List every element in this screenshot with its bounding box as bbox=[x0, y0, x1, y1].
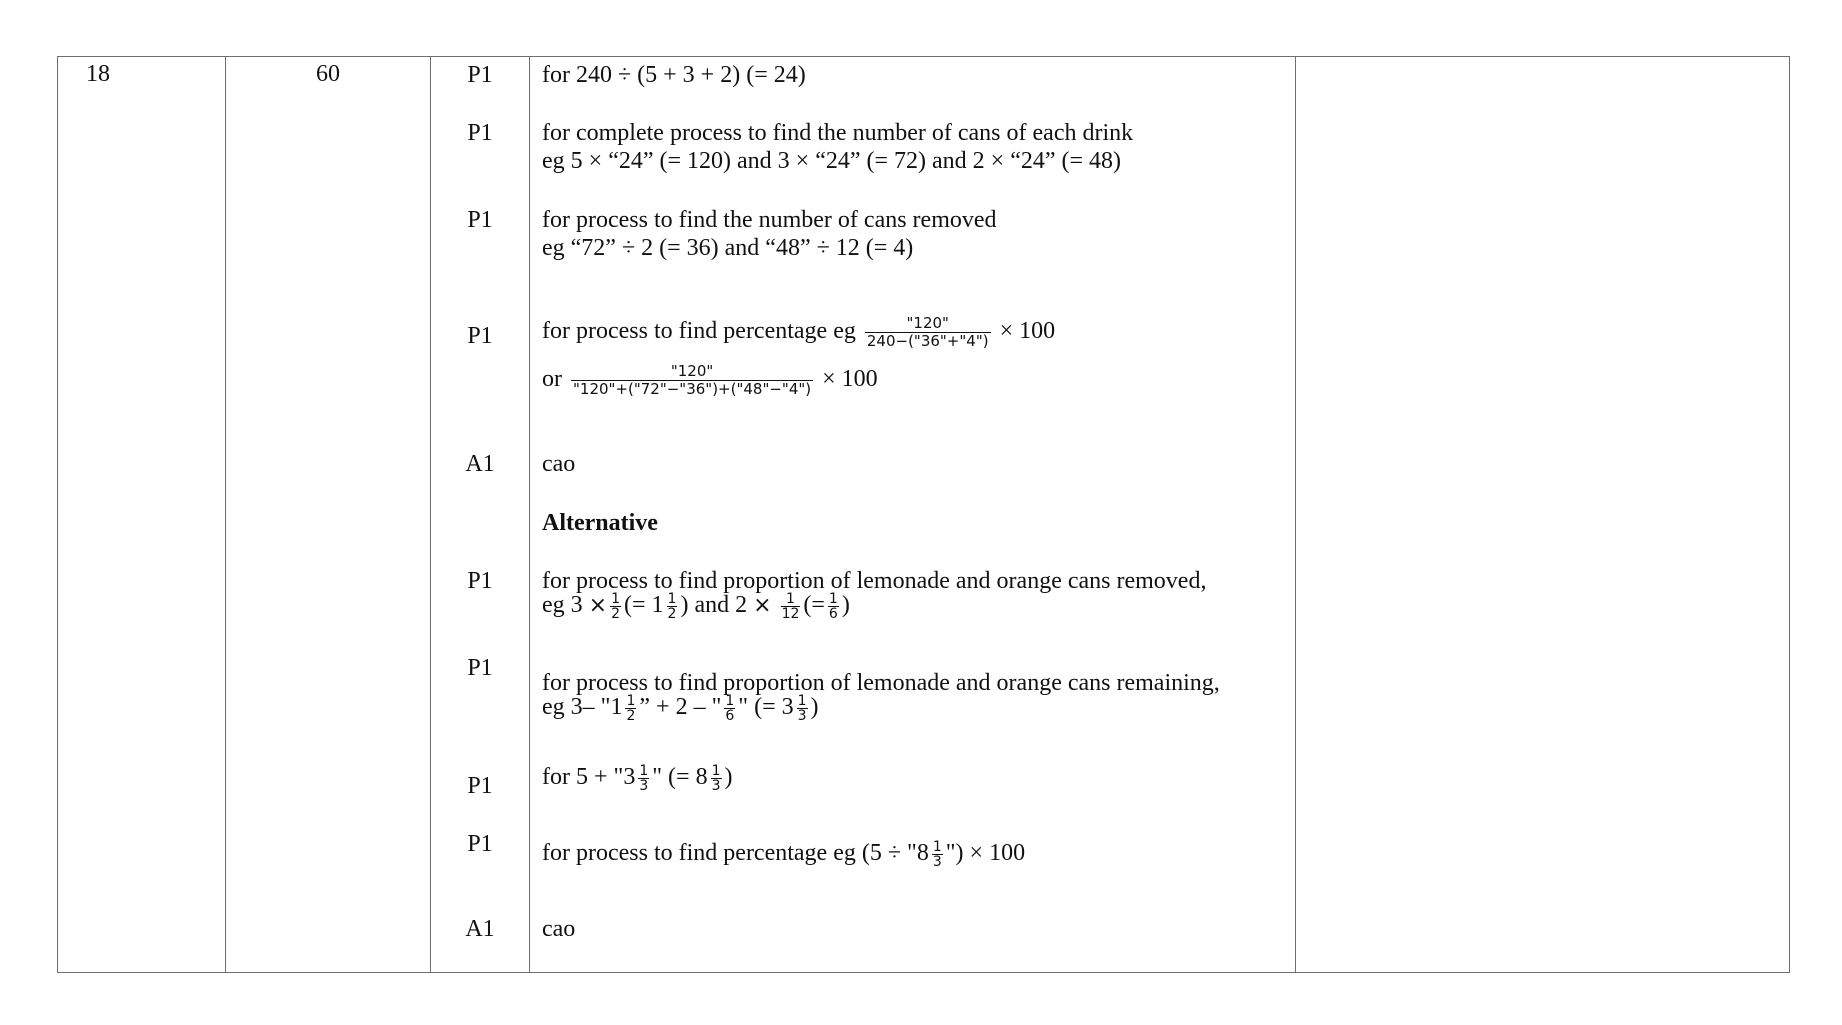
remaining-proportion-expression: eg 3– "1 $\frac{1}{2}$ ” + 2 – " $\frac{1}{6}$ " (= 3 $\frac{1}{3}$ ) bbox=[542, 692, 819, 724]
numerator: "120" bbox=[906, 314, 949, 332]
notes-cell bbox=[1296, 57, 1790, 973]
answer-cell bbox=[226, 57, 431, 973]
numerator: "120" bbox=[670, 362, 714, 380]
mark-code: P1 bbox=[467, 323, 493, 349]
working-line: for process to find proportion of lemonade and orange cans removed, bbox=[542, 568, 1207, 594]
fraction bbox=[865, 315, 991, 350]
denominator: 240−("36"+"4") bbox=[866, 332, 989, 350]
working-line: for complete process to find the number of cans of each drink bbox=[542, 120, 1134, 146]
mark-code: P1 bbox=[467, 120, 493, 146]
mark-code: P1 bbox=[467, 207, 493, 233]
mark-code: P1 bbox=[467, 62, 493, 88]
fraction bbox=[571, 363, 813, 398]
percentage-expression bbox=[542, 315, 1055, 350]
alternative-heading: Alternative bbox=[542, 510, 658, 536]
working-text: × 100 bbox=[999, 318, 1056, 345]
percentage-expression-alt bbox=[542, 363, 878, 398]
working-line: eg “72” ÷ 2 (= 36) and “48” ÷ 12 (= 4) bbox=[542, 235, 914, 261]
working-cell bbox=[530, 57, 1296, 973]
question-number: 18 bbox=[86, 61, 110, 87]
denominator: "120"+("72"−"36")+("48"−"4") bbox=[573, 380, 812, 398]
working-text: for 5 + "3 bbox=[542, 764, 636, 790]
percentage-expression-final: for process to find percentage eg (5 ÷ "8 $\frac{1}{3}$ ") × 100 bbox=[542, 838, 1026, 870]
mark-code: A1 bbox=[465, 916, 495, 942]
mark-code: P1 bbox=[467, 568, 493, 594]
mark-code: P1 bbox=[467, 831, 493, 857]
working-line: for 240 ÷ (5 + 3 + 2) (= 24) bbox=[542, 62, 806, 88]
working-line: cao bbox=[542, 451, 576, 477]
question-number-cell bbox=[58, 57, 226, 973]
mark-code: P1 bbox=[467, 655, 493, 681]
working-line: cao bbox=[542, 916, 576, 942]
removed-proportion-expression: eg 3 × $\frac{1}{2}$ (= 1 $\frac{1}{2}$ ) and 2 × $\frac{1}{12}$ (= $\frac{1}{6}$ ) bbox=[542, 590, 850, 622]
working-text: or bbox=[542, 366, 562, 393]
working-line: for process to find the number of cans removed bbox=[542, 207, 997, 233]
answer-value: 60 bbox=[316, 61, 340, 87]
working-text: for process to find percentage eg (5 ÷ "8 bbox=[542, 840, 929, 866]
mark-scheme-table bbox=[57, 56, 1790, 973]
marks-cell bbox=[431, 57, 530, 973]
working-text: × 100 bbox=[822, 366, 878, 393]
working-line: eg 5 × “24” (= 120) and 3 × “24” (= 72) and 2 × “24” (= 48) bbox=[542, 148, 1122, 174]
table-row bbox=[58, 57, 1790, 973]
mark-code: A1 bbox=[465, 451, 495, 477]
working-text: for process to find percentage eg bbox=[542, 318, 856, 345]
sum-expression: for 5 + "3 $\frac{1}{3}$ " (= 8 $\frac{1}{3}$ ) bbox=[542, 762, 733, 794]
mark-code: P1 bbox=[467, 773, 493, 799]
working-line: for process to find proportion of lemonade and orange cans remaining, bbox=[542, 670, 1220, 696]
